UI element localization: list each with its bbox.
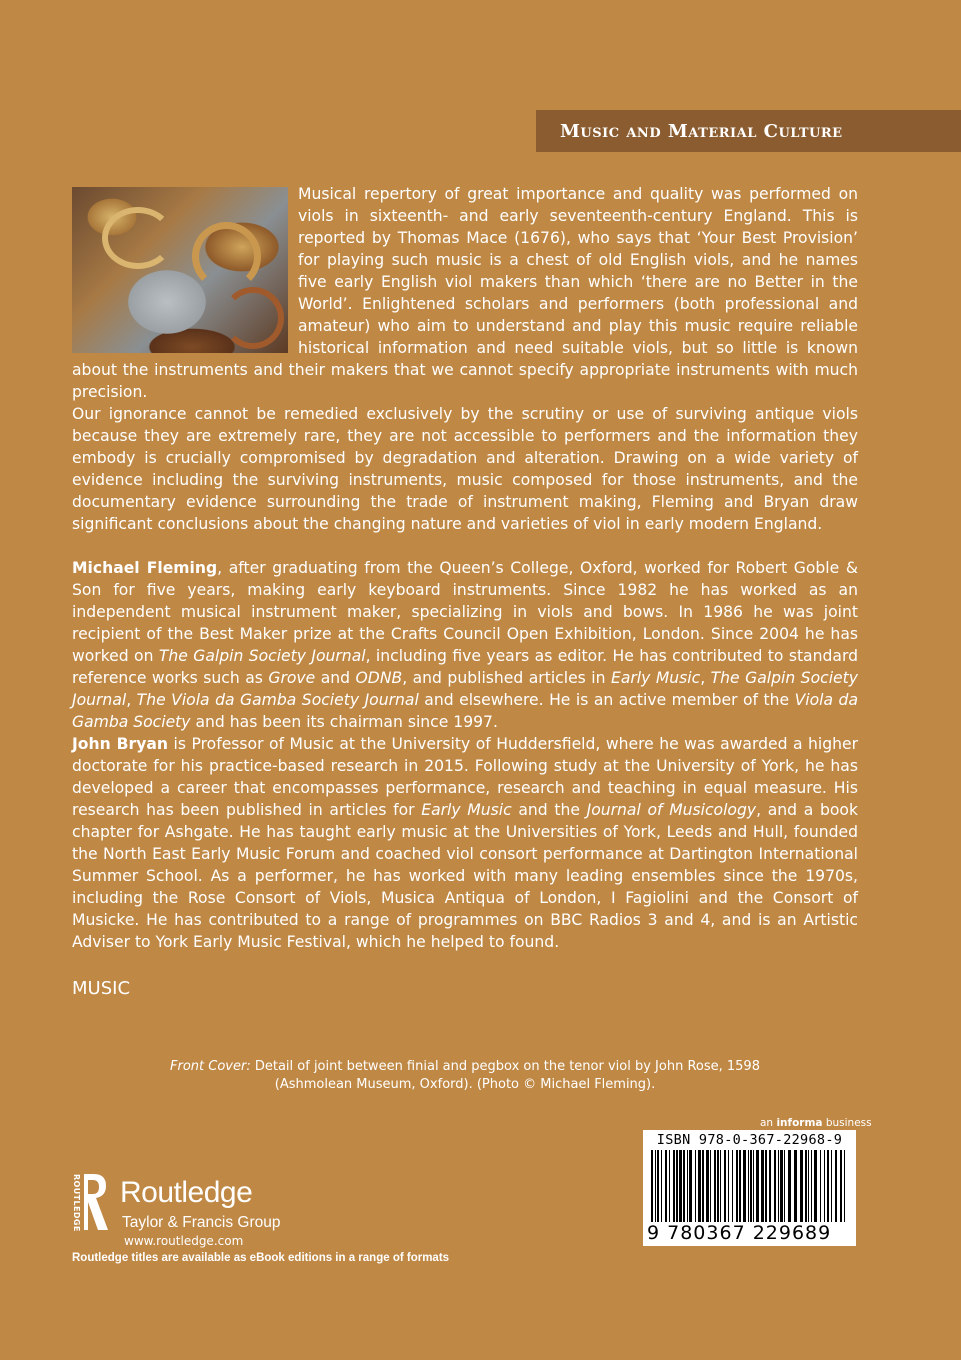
barcode-bar [811,1150,812,1222]
ebook-note: Routledge titles are available as eBook editions in a range of formats [72,1252,450,1264]
barcode-bar [717,1150,719,1222]
informa-tagline: an informa business [760,1117,872,1129]
author-bio-bryan: John Bryan is Professor of Music at the University of Huddersfield, where he was awarded a higher doctorate for his practice-based research in 2015. Following study at the University of York, he has developed a career that encompasses performance, research and teaching in equal measure. His research has been published in articles for Early Music and the Journal of Musicology, and a book chapter for Ashgate. He has taught early music at the Universities of York, Leeds and Hull, founded the North East Early Music Forum and coached viol consort performance at Dartington International Summer School. As a performer, he has worked with many leading ensembles since the 1970s, including the Rose Consort of Viols, Musica Antiqua of London, I Fagiolini and the Consort of Musicke. He has contributed to a range of programmes on BBC Radios 3 and 4, and is an Artistic Adviser to York Early Music Festival, which he helped to found. [72,735,859,951]
barcode-bar [844,1150,845,1222]
isbn-barcode [643,1130,856,1246]
barcode-bar [824,1150,825,1222]
author-name: Michael Fleming [72,559,218,577]
barcode-bar [840,1150,842,1222]
barcode-bar [679,1150,682,1222]
isbn-label: ISBN 978-0-367-22968-9 [656,1132,843,1148]
routledge-logo-icon [68,1172,110,1234]
barcode-bar [794,1150,797,1222]
barcode-bar [780,1150,783,1222]
barcode-bar [769,1150,771,1222]
publisher-url[interactable]: www.routledge.com [124,1234,244,1248]
barcode-bar [756,1150,759,1222]
paragraph-text: Our ignorance cannot be remedied exclusively by the scrutiny or use of surviving antique viols because they are extremely rare, they are not accessible to performers and the information they embody is crucially compromised by degradation and alteration. Drawing on a wide variety of evidence including the surviving instruments, music composed for those instruments, and the documentary evidence surrounding the trade of instrument making, Fleming and Bryan draw significant conclusions about the changing nature and varieties of viol in early modern England. [72,405,858,533]
barcode-bar [761,1150,764,1222]
routledge-vertical-wordmark: ROUTLEDGE [72,1174,81,1232]
barcode-bar [683,1150,685,1222]
barcode-bar [661,1150,662,1222]
barcode-bar [808,1150,809,1222]
barcode-bar [669,1150,670,1222]
barcode-bar [673,1150,675,1222]
barcode-bar [698,1150,701,1222]
barcode-bar [765,1150,767,1222]
publisher-group: Taylor & Francis Group [122,1214,281,1231]
barcode-bar [695,1150,696,1222]
barcode-bar [753,1150,754,1222]
barcode-bar [720,1150,721,1222]
barcode-bar [732,1150,733,1222]
description-paragraph-1 [72,183,858,403]
barcode-bar [831,1150,832,1222]
barcode-bar [706,1150,709,1222]
barcode-bar [835,1150,837,1222]
barcode-bar [784,1150,785,1222]
barcode-bar [655,1150,656,1222]
barcode-bar [687,1150,688,1222]
barcode-bar [788,1150,791,1222]
barcode-bar [814,1150,817,1222]
isbn-digits: 9 780367 229689 [647,1222,832,1244]
description-paragraph-2 [72,403,858,535]
cover-caption: Front Cover: Detail of joint between finial and pegbox on the tenor viol by John Rose, 1598 (Ashmolean Museum, Oxford). (Photo © Michael Fleming). [170,1059,760,1092]
barcode-bar [724,1150,726,1222]
author-name: John Bryan [72,735,169,753]
cover-detail-photo [72,187,288,353]
barcode-bar [748,1150,749,1222]
barcode-bar [805,1150,807,1222]
barcode-bar [665,1150,667,1222]
series-banner [536,110,961,152]
barcode-bar [676,1150,678,1222]
barcode-bar [739,1150,741,1222]
barcode-bar [714,1150,716,1222]
paragraph-text: Musical repertory of great importance and quality was performed on viols in sixteenth- and early seventeenth-century England. This is reported by Thomas Mace (1676), who says that ‘Your Best Provision’ for playing such music is a chest of old English viols, and he names five early English viol makers than which ‘there are no Better in the World’. Enlightened scholars and performers (both professional and amateur) who aim to understand and play this music require reliable historical information and need suitable viols, but so little is known about the instruments and their makers that we cannot specify appropriate instruments with much precision. [72,185,858,401]
subject-category: MUSIC [72,978,131,999]
barcode-bar [778,1150,779,1222]
barcode-bar [800,1150,803,1222]
barcode-bar [651,1150,653,1222]
barcode-bar [728,1150,729,1222]
barcode-bar [827,1150,829,1222]
barcode-bar [736,1150,738,1222]
barcode-bar [657,1150,659,1222]
barcode-bar [710,1150,711,1222]
barcode-bar [743,1150,746,1222]
barcode-bar [774,1150,776,1222]
barcode-bar [702,1150,704,1222]
author-bio-fleming: Michael Fleming, after graduating from the Queen’s College, Oxford, worked for Robert Goble & Son for five years, making early keyboard instruments. Since 1982 he has worked as an independent musical instrument maker, specializing in viols and bows. In 1986 he was joint recipient of the Best Maker prize at the Crafts Council Open Exhibition, London. Since 2004 he has worked on The Galpin Society Journal, including five years as editor. He has contributed to standard reference works such as Grove and ODNB, and published articles in Early Music, The Galpin Society Journal, The Viola da Gamba Society Journal and elsewhere. He is an active member of the Viola da Gamba Society and has been its chairman since 1997. [72,559,858,731]
series-title: Music and Material Culture [560,120,843,142]
publisher-name: Routledge [120,1176,253,1209]
barcode-bars [651,1150,848,1222]
barcode-bar [750,1150,752,1222]
barcode-bar [820,1150,821,1222]
barcode-bar [689,1150,692,1222]
